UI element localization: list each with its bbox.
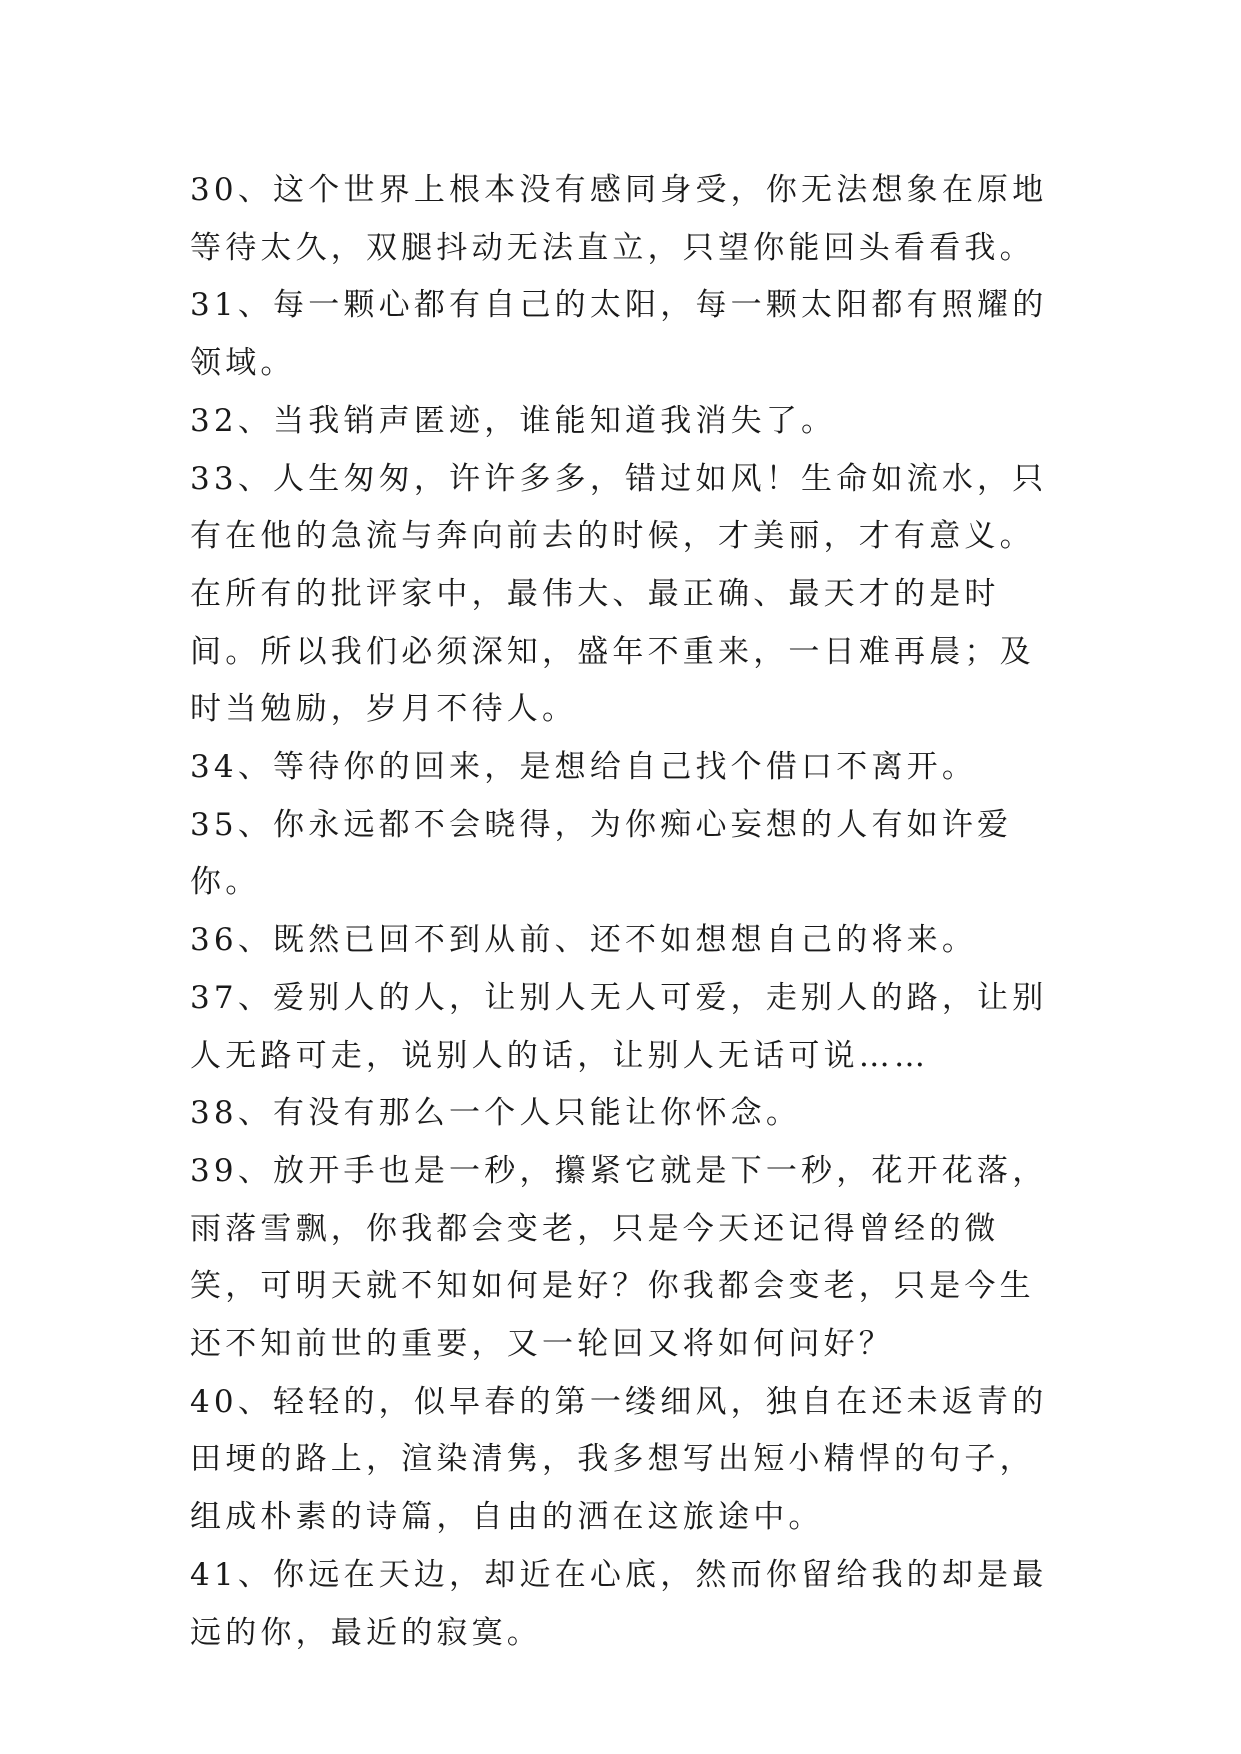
- paragraph-37: 37、爱别人的人，让别人无人可爱，走别人的路，让别人无路可走，说别人的话，让别人无话可说……: [190, 979, 1048, 1074]
- paragraph-41: 41、你远在天边，却近在心底，然而你留给我的却是最远的你，最近的寂寞。: [190, 1556, 1048, 1651]
- document-body: [190, 162, 1055, 1662]
- paragraph-39: 39、放开手也是一秒，攥紧它就是下一秒，花开花落，雨落雪飘，你我都会变老，只是今天还记得曾经的微笑，可明天就不知如何是好？你我都会变老，只是今生还不知前世的重要，又一轮回又将如何问好？: [190, 1152, 1048, 1363]
- paragraph-32: 32、当我销声匿迹，谁能知道我消失了。: [190, 402, 837, 439]
- paragraph-31: 31、每一颗心都有自己的太阳，每一颗太阳都有照耀的领域。: [190, 287, 1048, 382]
- paragraph-38: 38、有没有那么一个人只能让你怀念。: [190, 1095, 802, 1132]
- paragraph-33: 33、人生匆匆，许许多多，错过如风！生命如流水，只有在他的急流与奔向前去的时候，才美丽，才有意义。在所有的批评家中，最伟大、最正确、最天才的是时间。所以我们必须深知，盛年不重来，一日难再晨；及时当勉励，岁月不待人。: [190, 460, 1048, 728]
- paragraph-34: 34、等待你的回来，是想给自己找个借口不离开。: [190, 749, 978, 786]
- paragraph-36: 36、既然已回不到从前、还不如想想自己的将来。: [190, 922, 978, 959]
- paragraph-30: 30、这个世界上根本没有感同身受，你无法想象在原地等待太久，双腿抖动无法直立，只望你能回头看看我。: [190, 172, 1048, 266]
- paragraph-35: 35、你永远都不会晓得，为你痴心妄想的人有如许爱你。: [190, 806, 1013, 901]
- paragraph-40: 40、轻轻的，似早春的第一缕细风，独自在还未返青的田埂的路上，渲染清隽，我多想写出短小精悍的句子，组成朴素的诗篇，自由的洒在这旅途中。: [190, 1383, 1048, 1536]
